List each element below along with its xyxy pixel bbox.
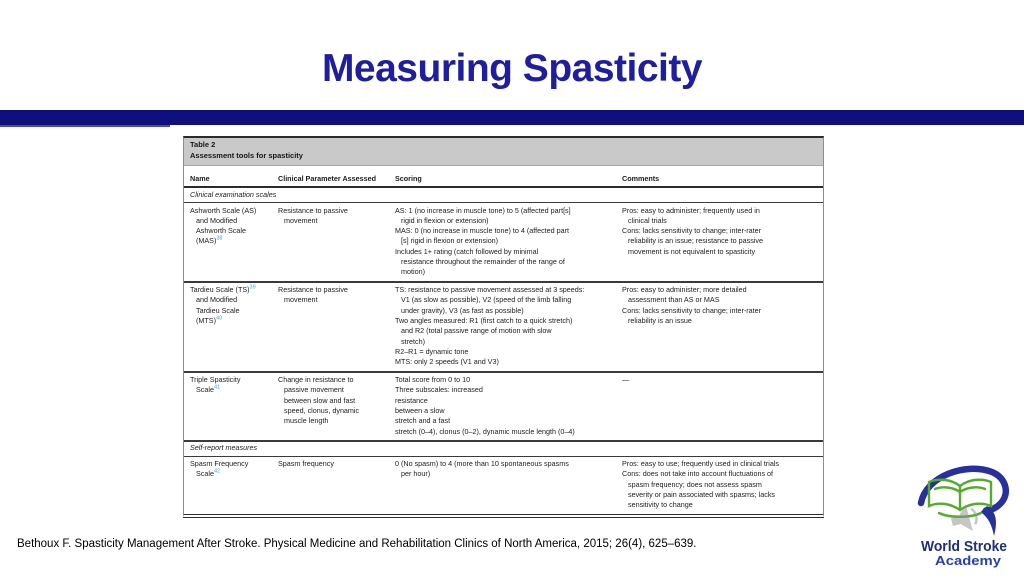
table-header-band xyxy=(184,138,823,166)
citation-text: Bethoux F. Spasticity Management After Stroke. Physical Medicine and Rehabilitation Clinics of North America, 2015; 26(4), 625–639. xyxy=(17,538,697,550)
table-body xyxy=(184,188,823,513)
cell-scoring: Total score from 0 to 10 Three subscales: increased resistance between a slow stretch and a fast stretch (0–4), clonus (0–2), dynamic muscle length (0–4) xyxy=(395,375,575,436)
cell-comments: Pros: easy to administer; frequently used in clinical trials Cons: lacks sensitivity to change; inter-rater reliability is an issue; resistance to passive movement is not equivalent to spasticity xyxy=(622,205,764,256)
slide-title: Measuring Spasticity xyxy=(321,47,703,90)
column-header-name: Name xyxy=(190,174,210,183)
logo-text-primary: World Stroke xyxy=(921,538,1007,555)
column-header-parameter: Clinical Parameter Assessed xyxy=(278,174,377,183)
title-divider-bar xyxy=(0,110,1024,125)
swoosh-icon xyxy=(921,469,1006,536)
table-row xyxy=(184,373,823,442)
cell-name: Tardieu Scale (TS)$^{39}$ and Modified Tardieu Scale (MTS)$^{40}$ xyxy=(190,284,256,326)
table-caption: Assessment tools for spasticity xyxy=(190,150,303,160)
table-label: Table 2 xyxy=(190,140,216,149)
cell-parameter: Change in resistance to passive movement between slow and fast speed, clonus, dynamic muscle length xyxy=(278,375,360,426)
cell-parameter: Resistance to passive movement xyxy=(278,205,348,225)
section-heading: Self-report measures xyxy=(184,442,823,457)
world-stroke-academy-logo xyxy=(908,461,1020,571)
column-header-comments: Comments xyxy=(622,174,660,183)
cell-name: Spasm Frequency Scale$^{42}$ xyxy=(190,459,249,479)
cell-comments: — xyxy=(622,375,630,385)
cell-scoring: AS: 1 (no increase in muscle tone) to 5 (affected part[s] rigid in flexion or extension) MAS: 0 (no increase in muscle tone) to 4 (affected part [s] rigid in flexion or extension) Includes 1+ rating (catch followed by minimal resistance throughout the remainder of the range of motion) xyxy=(395,205,571,277)
cell-scoring: 0 (No spasm) to 4 (more than 10 spontaneous spasms per hour) xyxy=(395,459,569,479)
logo-text-secondary: Academy xyxy=(935,553,1002,568)
assessment-tools-table xyxy=(183,136,824,518)
table-row xyxy=(184,457,823,514)
column-header-row xyxy=(184,172,823,188)
section-heading: Clinical examination scales xyxy=(184,188,823,203)
cell-scoring: TS: resistance to passive movement assessed at 3 speeds: V1 (as slow as possible), V2 (speed of the limb falling under gravity), V3 (as fast as possible) Two angles measured: R1 (first catch to a quick stretch) and R2 (total passive range of motion with slow stretch) R2–R1 = dynamic tone MTS: only 2 speeds (V1 and V3) xyxy=(395,285,585,367)
cell-parameter: Spasm frequency xyxy=(278,459,334,469)
cell-parameter: Resistance to passive movement xyxy=(278,285,348,305)
column-header-scoring: Scoring xyxy=(395,174,422,183)
cell-name: Ashworth Scale (AS) and Modified Ashworth Scale (MAS)$^{38}$ xyxy=(190,205,257,246)
cell-comments: Pros: easy to administer; more detailed assessment than AS or MAS Cons: lacks sensitivity to change; inter-rater reliability is an issue xyxy=(622,285,762,326)
cell-comments: Pros: easy to use; frequently used in clinical trials Cons: does not take into account fluctuations of spasm frequency; does not assess spasm severity or pain associated with spasms; lacks sensitivity to change xyxy=(622,459,780,510)
table-row xyxy=(184,283,823,373)
cell-name: Triple Spasticity Scale$^{41}$ xyxy=(190,375,241,395)
table-row xyxy=(184,203,823,283)
